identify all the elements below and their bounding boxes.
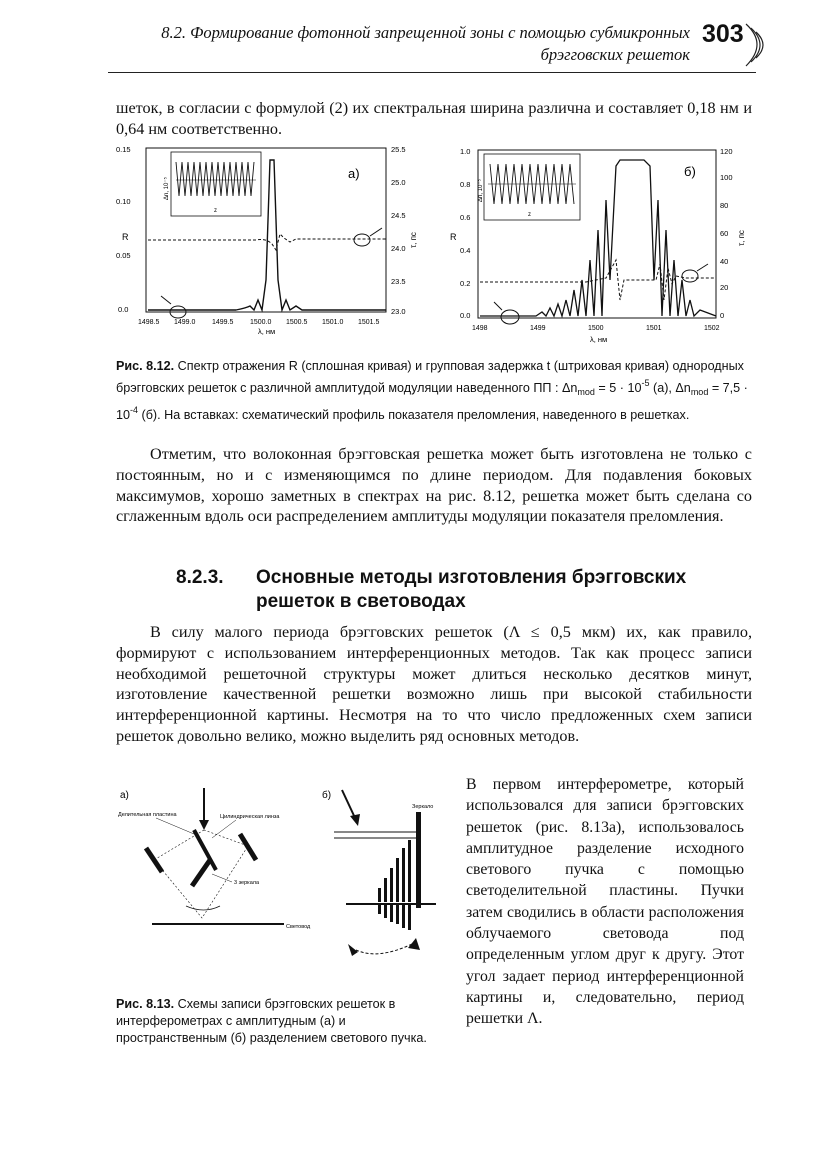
caption-exp-b: -4 [130, 404, 139, 415]
panel-b-y2tick: 100 [720, 173, 733, 182]
panel-b-inset-ylabel: Δn, 10⁻⁵ [478, 178, 484, 202]
caption-exp-a: -5 [641, 378, 650, 389]
fig-813-label-b: б) [322, 790, 332, 801]
label-splitter-plate: Делительная пластина [118, 812, 177, 818]
panel-a-xtick: 1499.5 [212, 319, 234, 326]
header-line-2: брэгговских решеток [540, 45, 690, 64]
paragraph-2: Отметим, что волоконная брэгговская решетка может быть изготовлена не только с постоянным, но и с изменяющимся по длине периодом. Для подавления боковых максимумов, хорошо заметных в спектрах на рис. 8.12, решетка может быть сделана со сглаженным вдоль оси распределением амплитуды модуляции показателя преломления. [116, 445, 752, 526]
top-paragraph: шеток, в согласии с формулой (2) их спектральная ширина различна и составляет 0,18 нм и 0,64 нм соответственно. [116, 99, 752, 138]
panel-a-y2tick: 25.5 [391, 145, 406, 154]
panel-b-xtick: 1502 [704, 325, 720, 332]
section-title-line-1: Основные методы изготовления брэгговских [256, 567, 687, 588]
panel-b-xtick: 1499 [530, 325, 546, 332]
panel-a-label: а) [348, 166, 360, 181]
panel-b [450, 147, 746, 344]
label-three-mirrors: 3 зеркала [234, 880, 260, 886]
figure-8-12-caption-label: Рис. 8.12. [116, 359, 175, 373]
panel-a-ytick: 0.05 [116, 251, 131, 260]
panel-b-y2tick: 40 [720, 257, 729, 266]
label-mirror: Зеркало [412, 804, 434, 810]
figure-8-12 [116, 140, 756, 354]
panel-a-ytick: 0.0 [118, 305, 129, 314]
panel-b-y2tick: 60 [720, 229, 729, 238]
scheme-a [118, 788, 311, 930]
caption-dn-a: Δn [561, 381, 578, 396]
panel-a-y2tick: 23.5 [391, 277, 406, 286]
panel-b-xtick: 1498 [472, 325, 488, 332]
page-number: 303 [702, 20, 744, 48]
panel-a-y2tick: 25.0 [391, 178, 406, 187]
fig-813-label-a: а) [120, 790, 129, 801]
panel-b-y2tick: 20 [720, 283, 729, 292]
panel-b-inset-xlabel: z [528, 212, 531, 218]
page-number-ornament [742, 20, 772, 70]
panel-b-ytick: 0.2 [460, 279, 471, 288]
figure-8-12-caption [116, 358, 754, 424]
section-title-line-2: решеток в световодах [256, 591, 466, 612]
panel-a-xtick: 1501.5 [358, 319, 380, 326]
panel-a-xtick: 1500.0 [250, 319, 272, 326]
header-rule [108, 72, 756, 73]
caption-mod-b: mod [690, 387, 709, 398]
panel-b-y2label: τ, пс [737, 230, 746, 246]
scheme-b [334, 790, 436, 956]
section-number: 8.2.3. [176, 567, 224, 588]
panel-b-xtick: 1500 [588, 325, 604, 332]
panel-a-y2tick: 23.0 [391, 307, 406, 316]
panel-b-ylabel: R [450, 232, 457, 242]
panel-b-y2tick: 0 [720, 311, 725, 320]
figure-8-13-caption [116, 996, 448, 1047]
header-line-1: 8.2. Формирование фотонной запрещенной зоны с помощью субмикронных [161, 23, 690, 42]
panel-b-ytick: 0.8 [460, 180, 471, 189]
label-fiber: Световод [286, 924, 311, 930]
panel-a-xtick: 1501.0 [322, 319, 344, 326]
caption-panel-a: (а), [649, 381, 676, 396]
running-header [110, 22, 690, 66]
panel-b-y2tick: 80 [720, 201, 729, 210]
panel-a-ytick: 0.10 [116, 197, 131, 206]
panel-a-y2tick: 24.5 [391, 211, 406, 220]
right-column-paragraph: В первом интерферометре, который использовался для записи брэгговских решеток (рис. 8.13а), использовалось амплитудное разделение исходного светового пучка с помощью светоделительной пластины. Пучки затем сводились в области расположения облучаемого световода под определенным углом друг к другу. Этот угол задает период интерференционной картины и, следовательно, период решетки Λ. [466, 776, 744, 1028]
panel-b-y2tick: 120 [720, 147, 733, 156]
panel-a-xtick: 1498.5 [138, 319, 160, 326]
paragraph-3: В силу малого периода брэгговских решеток (Λ ≤ 0,5 мкм) их, как правило, формируют с использованием интерференционных методов. Так как процесс записи необходимой решеточной структуры может длиться несколько десятков минут, изготовление качественной решетки возможно лишь при высокой стабильности интерференционной картины. Несмотря на то что число предложенных схем записи решеток довольно велико, можно выделить ряд основных методов. [116, 623, 752, 745]
panel-a-y2label: τ, пс [409, 232, 418, 248]
figure-8-13 [116, 778, 456, 988]
panel-b-label: б) [684, 164, 696, 179]
caption-mod-a: mod [577, 387, 595, 398]
panel-a-y2tick: 24.0 [391, 244, 406, 253]
caption-value-b: = 7,5 · 10 [116, 381, 748, 422]
panel-a-xlabel: λ, нм [258, 327, 276, 336]
panel-a-xtick: 1499.0 [174, 319, 196, 326]
panel-b-ytick: 1.0 [460, 147, 471, 156]
figure-8-12-caption-text: Спектр отражения R (сплошная кривая) и групповая задержка t (штриховая кривая) однородных брэгговских решеток с различной амплитудой модуляции наведенного ПП : [116, 359, 744, 396]
label-cylindrical-lens: Цилиндрическая линза [220, 814, 280, 820]
section-heading [176, 566, 686, 614]
caption-value-a: = 5 · 10 [594, 381, 642, 396]
panel-b-xtick: 1501 [646, 325, 662, 332]
panel-b-ytick: 0.0 [460, 311, 471, 320]
figure-8-13-caption-label: Рис. 8.13. [116, 997, 175, 1011]
panel-a [116, 145, 418, 336]
panel-a-inset-ylabel: Δn, 10⁻⁵ [164, 176, 170, 200]
panel-a-inset-xlabel: z [214, 208, 217, 214]
figure-8-13-caption-text: Схемы записи брэгговских решеток в интерферометрах с амплитудным (а) и пространственным (б) разделением светового пучка. [116, 997, 427, 1045]
caption-dn-b: Δn [675, 381, 691, 396]
panel-b-ytick: 0.4 [460, 246, 471, 255]
caption-panel-b: (б). На вставках: схематический профиль показателя преломления, наведенного в решетках. [138, 407, 690, 422]
panel-a-xtick: 1500.5 [286, 319, 308, 326]
panel-a-ytick: 0.15 [116, 145, 131, 154]
panel-b-xlabel: λ, нм [590, 335, 608, 344]
panel-a-ylabel: R [122, 232, 129, 242]
panel-b-ytick: 0.6 [460, 213, 471, 222]
